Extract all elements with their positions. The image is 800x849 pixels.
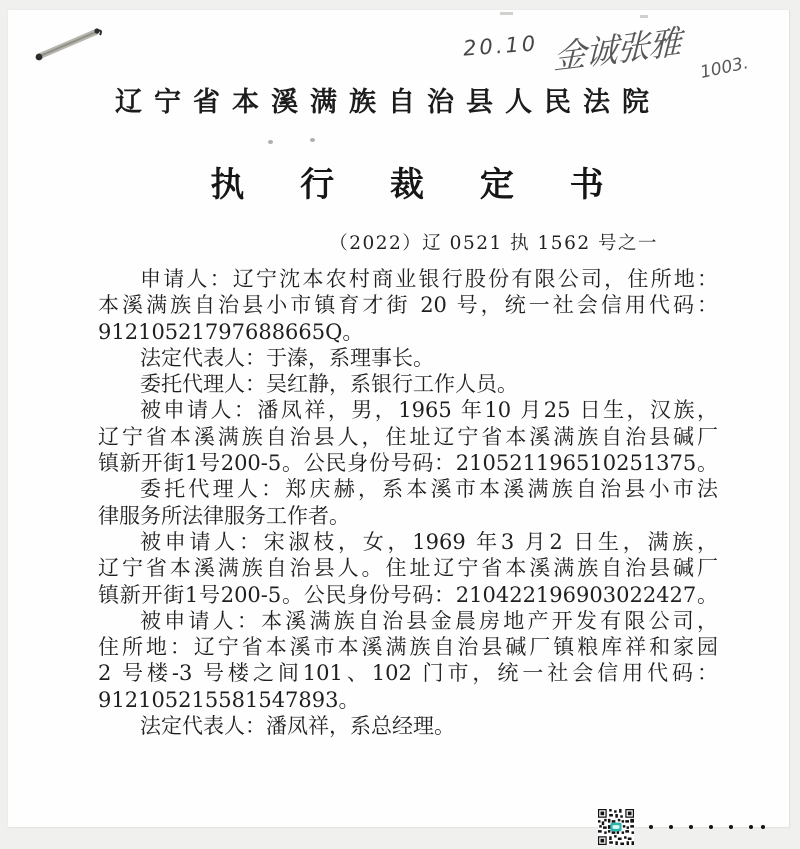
body-line: 被申请人：本溪满族自治县金晨房地产开发有限公司，: [140, 608, 718, 633]
scan-speck: [310, 138, 315, 142]
dot: [709, 825, 713, 829]
body-line: 住所地：辽宁省本溪市本溪满族自治县碱厂镇粮库祥和家园: [98, 635, 718, 660]
body-line: 辽宁省本溪满族自治县人。住址辽宁省本溪满族自治县碱厂: [98, 556, 718, 581]
scan-artifact: [640, 15, 648, 18]
handwriting-date: 20.10: [462, 31, 539, 61]
court-name: 辽宁省本溪满族自治县人民法院: [115, 87, 661, 118]
dot: [669, 825, 673, 829]
dot: [689, 825, 693, 829]
qr-code: [596, 809, 636, 845]
body-line: 镇新开街1号200-5。公民身份号码：210521196510251375。: [98, 451, 718, 476]
document-title: 执 行 裁 定 书: [210, 165, 626, 205]
body-line: 本溪满族自治县小市镇育才街 20 号，统一社会信用代码：: [98, 293, 718, 318]
body-line: 辽宁省本溪满族自治县人，住址辽宁省本溪满族自治县碱厂: [98, 424, 718, 449]
handwriting-signature: 金诚张雅: [553, 22, 681, 78]
body-line: 被申请人：宋淑枝，女，1969 年3 月2 日生，满族，: [140, 529, 718, 554]
document-body: [98, 266, 718, 739]
dot: [761, 825, 765, 829]
scan-speck: [268, 140, 273, 144]
scan-artifact: [500, 12, 513, 15]
body-line: 法定代表人：于溱，系理事长。: [140, 345, 434, 370]
body-line: 91210521797688665Q。: [98, 319, 364, 344]
staple-icon: [28, 18, 108, 66]
body-line: 2 号楼-3 号楼之间101、102 门市，统一社会信用代码：: [98, 661, 718, 686]
handwriting-note: 1003.: [698, 53, 751, 83]
case-number: （2022）辽 0521 执 1562 号之一: [329, 233, 658, 254]
body-line: 912105215581547893。: [98, 687, 360, 712]
dot: [729, 825, 733, 829]
handwriting-annotation: [448, 22, 778, 82]
document-page: [8, 10, 790, 828]
body-line: 委托代理人：吴红静，系银行工作人员。: [140, 372, 518, 397]
body-line: 委托代理人：郑庆赫，系本溪市本溪满族自治县小市法: [140, 477, 718, 502]
body-line: 律服务所法律服务工作者。: [98, 503, 350, 528]
body-line: 申请人：辽宁沈本农村商业银行股份有限公司，住所地：: [140, 267, 718, 291]
dot: [649, 825, 653, 829]
dotted-line: [649, 824, 765, 830]
body-line: 被申请人：潘凤祥，男，1965 年10 月25 日生，汉族，: [140, 398, 718, 423]
body-line: 镇新开街1号200-5。公民身份号码：210422196903022427。: [98, 582, 718, 607]
dot: [749, 825, 753, 829]
body-line: 法定代表人：潘凤祥，系总经理。: [140, 714, 455, 739]
